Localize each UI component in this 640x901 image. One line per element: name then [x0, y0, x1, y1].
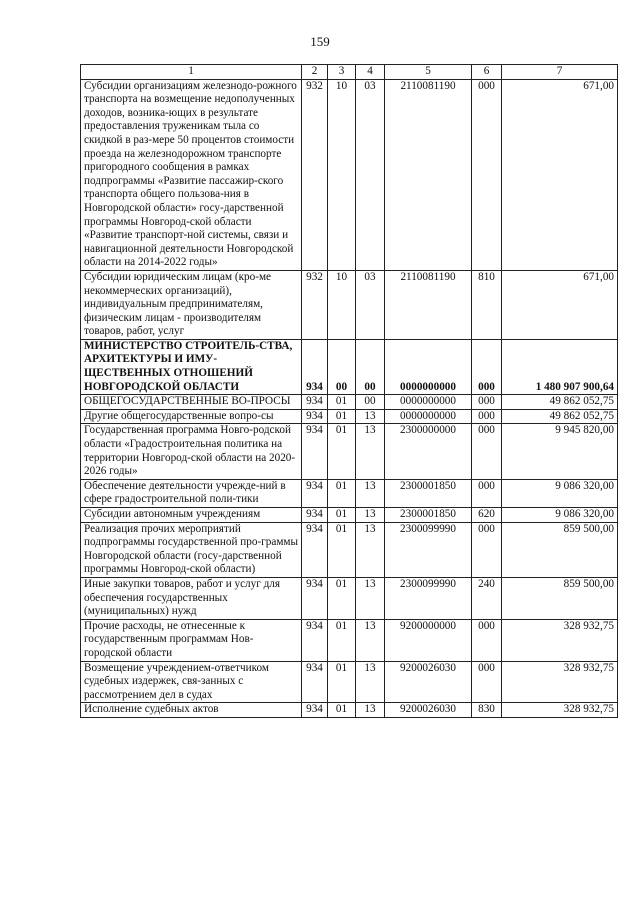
- row-code-target: 9200026030: [385, 661, 472, 703]
- column-header: 2: [302, 65, 328, 80]
- row-name: Другие общегосударственные вопро-сы: [81, 409, 302, 424]
- row-amount: 49 862 052,75: [502, 409, 618, 424]
- row-amount: 671,00: [502, 79, 618, 270]
- row-amount: 49 862 052,75: [502, 395, 618, 410]
- row-name: Субсидии автономным учреждениям: [81, 508, 302, 523]
- table-row: [81, 661, 618, 703]
- row-code-target: 2110081190: [385, 270, 472, 339]
- row-amount: 9 086 320,00: [502, 479, 618, 507]
- row-name: Реализация прочих мероприятий подпрограммы государственной про-граммы Новгородской области (госу-дарственной программы Новгород-ской области): [81, 522, 302, 577]
- row-code-subsection: 13: [356, 508, 385, 523]
- row-code-target: 9200000000: [385, 619, 472, 661]
- row-code-ministry: 934: [302, 619, 328, 661]
- row-code-subsection: 00: [356, 339, 385, 394]
- row-amount: 328 932,75: [502, 703, 618, 718]
- table-row: [81, 270, 618, 339]
- row-code-subsection: 13: [356, 409, 385, 424]
- row-name: Субсидии организациям железнодо-рожного транспорта на возмещение недополученных доходов, возника-ющих в результате предоставления труженикам тыла со скидкой в раз-мере 50 процентов стоимости проезда на железнодорожном транспорте пригородного сообщения в рамках подпрограммы «Развитие пассажир-ского транспорта общего пользова-ния в Новгородской области» госу-дарственной программы Новгород-ской области «Развитие транспорт-ной системы, связи и навигационной деятельности Новгородской области на 2014-2022 годы»: [81, 79, 302, 270]
- row-code-ministry: 934: [302, 409, 328, 424]
- table-row: [81, 577, 618, 619]
- row-code-section: 01: [328, 508, 356, 523]
- row-code-expense-type: 000: [472, 424, 502, 479]
- row-code-ministry: 934: [302, 703, 328, 718]
- row-code-expense-type: 830: [472, 703, 502, 718]
- row-code-section: 01: [328, 703, 356, 718]
- row-code-subsection: 00: [356, 395, 385, 410]
- column-header: 1: [81, 65, 302, 80]
- row-code-subsection: 03: [356, 270, 385, 339]
- row-code-section: 01: [328, 522, 356, 577]
- row-code-ministry: 934: [302, 339, 328, 394]
- row-code-expense-type: 240: [472, 577, 502, 619]
- column-header: 7: [502, 65, 618, 80]
- row-code-expense-type: 000: [472, 79, 502, 270]
- row-code-expense-type: 000: [472, 522, 502, 577]
- row-code-section: 01: [328, 424, 356, 479]
- row-code-section: 01: [328, 619, 356, 661]
- row-code-section: 00: [328, 339, 356, 394]
- header-row: [81, 65, 618, 80]
- table-row: [81, 79, 618, 270]
- row-name: Прочие расходы, не отнесенные к государственным программам Нов-городской области: [81, 619, 302, 661]
- row-amount: 1 480 907 900,64: [502, 339, 618, 394]
- row-code-section: 01: [328, 661, 356, 703]
- row-code-subsection: 13: [356, 522, 385, 577]
- table-row: [81, 409, 618, 424]
- row-name: Обеспечение деятельности учрежде-ний в сфере градостроительной поли-тики: [81, 479, 302, 507]
- row-code-expense-type: 000: [472, 661, 502, 703]
- row-code-target: 2300099990: [385, 522, 472, 577]
- row-code-expense-type: 000: [472, 479, 502, 507]
- row-code-subsection: 13: [356, 703, 385, 718]
- row-code-ministry: 934: [302, 661, 328, 703]
- row-code-subsection: 03: [356, 79, 385, 270]
- row-amount: 328 932,75: [502, 661, 618, 703]
- table-row: [81, 424, 618, 479]
- row-code-expense-type: 000: [472, 339, 502, 394]
- table-row: [81, 395, 618, 410]
- row-name: ОБЩЕГОСУДАРСТВЕННЫЕ ВО-ПРОСЫ: [81, 395, 302, 410]
- row-code-section: 01: [328, 395, 356, 410]
- row-code-section: 01: [328, 409, 356, 424]
- row-code-section: 10: [328, 79, 356, 270]
- row-code-target: 9200026030: [385, 703, 472, 718]
- row-code-ministry: 934: [302, 479, 328, 507]
- row-code-target: 0000000000: [385, 339, 472, 394]
- row-amount: 9 945 820,00: [502, 424, 618, 479]
- row-amount: 671,00: [502, 270, 618, 339]
- column-header: 6: [472, 65, 502, 80]
- row-code-section: 10: [328, 270, 356, 339]
- column-header: 3: [328, 65, 356, 80]
- table-row: [81, 479, 618, 507]
- row-code-ministry: 934: [302, 395, 328, 410]
- row-code-ministry: 934: [302, 577, 328, 619]
- row-code-expense-type: 000: [472, 409, 502, 424]
- row-code-subsection: 13: [356, 424, 385, 479]
- row-amount: 859 500,00: [502, 522, 618, 577]
- row-code-subsection: 13: [356, 661, 385, 703]
- row-amount: 328 932,75: [502, 619, 618, 661]
- table-row: [81, 619, 618, 661]
- table-row: [81, 339, 618, 394]
- row-code-target: 2110081190: [385, 79, 472, 270]
- row-code-subsection: 13: [356, 479, 385, 507]
- row-code-ministry: 934: [302, 522, 328, 577]
- column-header: 4: [356, 65, 385, 80]
- row-code-ministry: 934: [302, 508, 328, 523]
- row-code-subsection: 13: [356, 619, 385, 661]
- column-header: 5: [385, 65, 472, 80]
- row-code-expense-type: 000: [472, 395, 502, 410]
- row-code-expense-type: 620: [472, 508, 502, 523]
- table-row: [81, 508, 618, 523]
- row-code-target: 0000000000: [385, 395, 472, 410]
- table-row: [81, 522, 618, 577]
- table-row: [81, 703, 618, 718]
- budget-table: [80, 64, 618, 718]
- row-code-target: 2300099990: [385, 577, 472, 619]
- row-name: Иные закупки товаров, работ и услуг для обеспечения государственных (муниципальных) нужд: [81, 577, 302, 619]
- row-code-expense-type: 810: [472, 270, 502, 339]
- page-number: 159: [310, 34, 330, 49]
- row-code-section: 01: [328, 577, 356, 619]
- row-name: Государственная программа Новго-родской области «Градостроительная политика на территории Новгород-ской области на 2020-2026 годы»: [81, 424, 302, 479]
- row-code-target: 0000000000: [385, 409, 472, 424]
- row-code-target: 2300001850: [385, 508, 472, 523]
- row-name: МИНИСТЕРСТВО СТРОИТЕЛЬ-СТВА, АРХИТЕКТУРЫ И ИМУ-ЩЕСТВЕННЫХ ОТНОШЕНИЙ НОВГОРОДСКОЙ ОБЛАСТИ: [81, 339, 302, 394]
- row-code-ministry: 932: [302, 270, 328, 339]
- row-code-target: 2300001850: [385, 479, 472, 507]
- row-amount: 859 500,00: [502, 577, 618, 619]
- row-name: Возмещение учреждением-ответчиком судебных издержек, свя-занных с рассмотрением дел в судах: [81, 661, 302, 703]
- row-code-expense-type: 000: [472, 619, 502, 661]
- row-code-subsection: 13: [356, 577, 385, 619]
- row-name: Исполнение судебных актов: [81, 703, 302, 718]
- row-code-target: 2300000000: [385, 424, 472, 479]
- row-code-ministry: 932: [302, 79, 328, 270]
- row-amount: 9 086 320,00: [502, 508, 618, 523]
- row-code-section: 01: [328, 479, 356, 507]
- row-name: Субсидии юридическим лицам (кро-ме некоммерческих организаций), индивидуальным предпринимателям, физическим лицам - производителям товаров, работ, услуг: [81, 270, 302, 339]
- row-code-ministry: 934: [302, 424, 328, 479]
